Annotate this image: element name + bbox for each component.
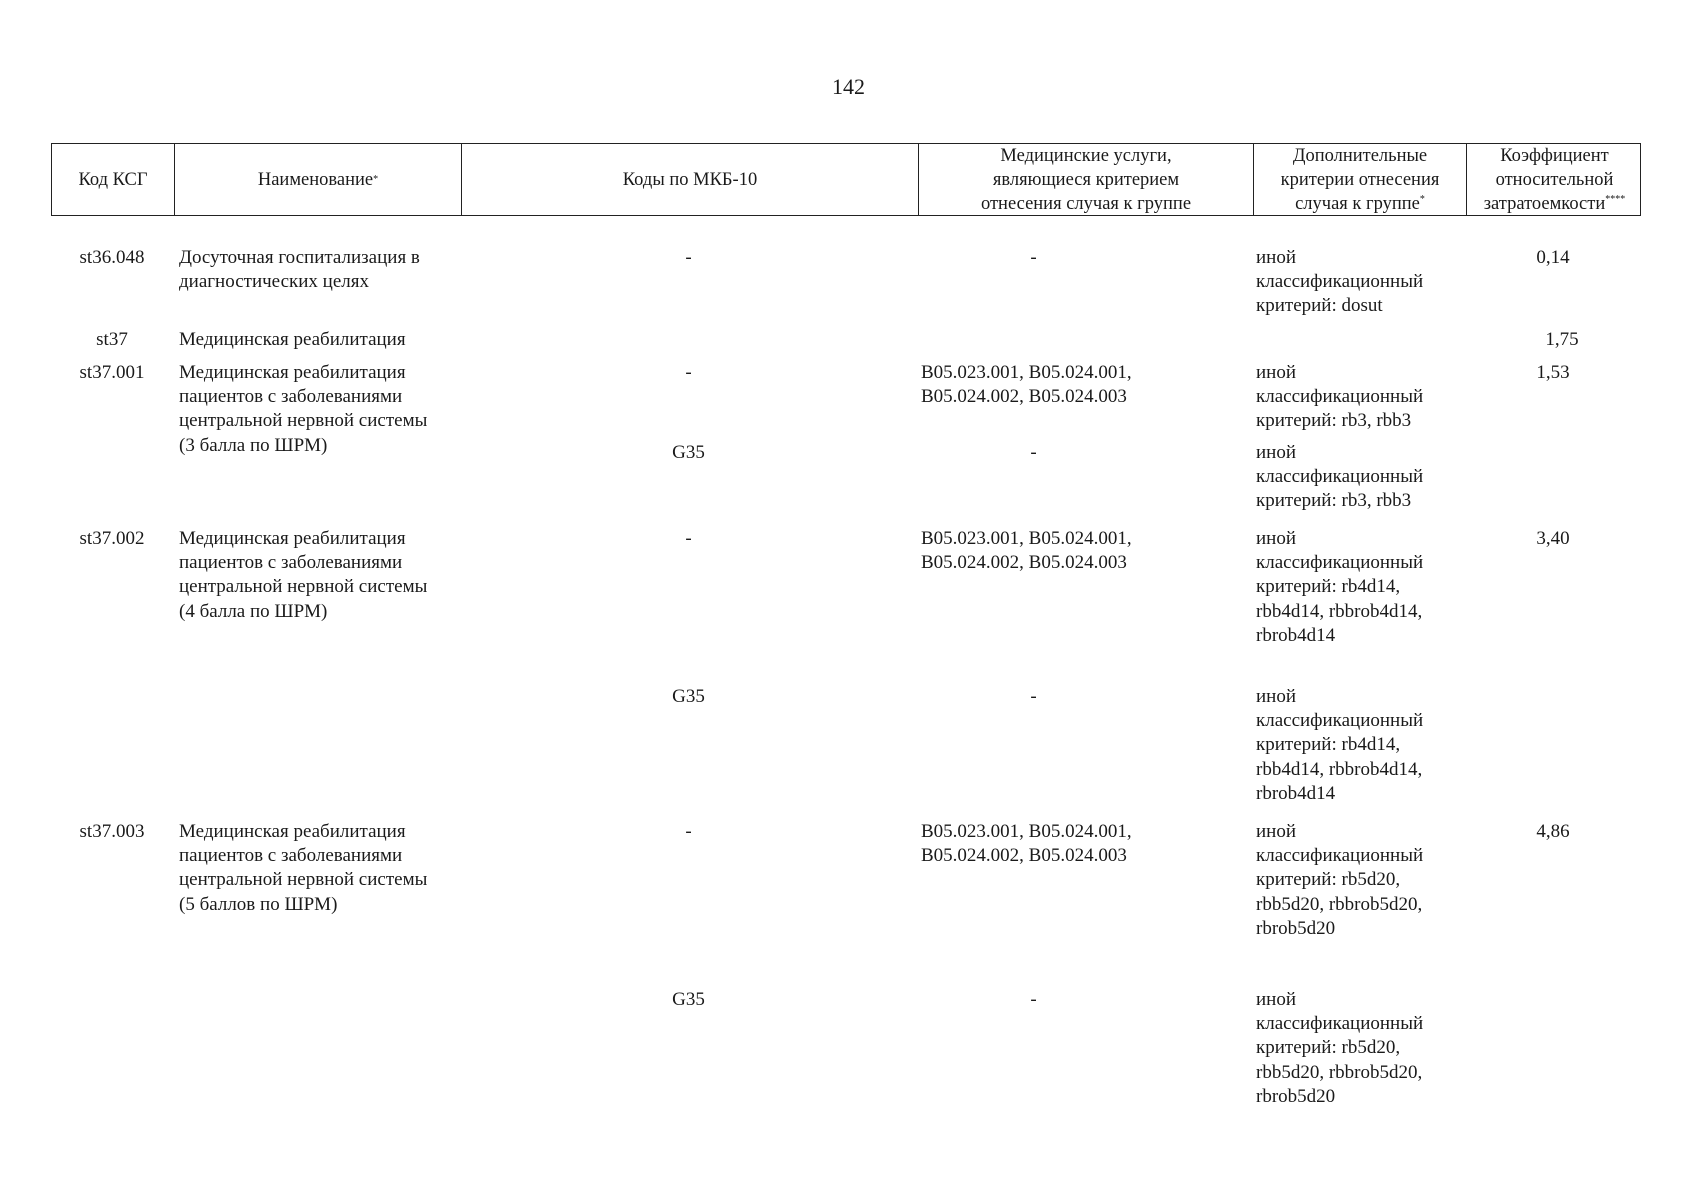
row-services: B05.023.001, B05.024.001, B05.024.002, B05.024.003 bbox=[921, 821, 1132, 867]
header-coefficient: Коэффициент относительной затратоемкости**** bbox=[1466, 144, 1642, 215]
subrow-services: - bbox=[1030, 442, 1037, 463]
row-name: Досуточная госпитализация в диагностических целях bbox=[179, 247, 420, 293]
row-extra-criteria: иной классификационный критерий: rb3, rbb3 bbox=[1256, 362, 1424, 432]
subrow-services: - bbox=[1030, 686, 1037, 707]
header-code: Код КСГ bbox=[78, 169, 148, 190]
row-coefficient: 3,40 bbox=[1536, 528, 1570, 549]
row-name: Медицинская реабилитация пациентов с заболеваниями центральной нервной системы (5 баллов по ШРМ) bbox=[179, 821, 428, 915]
row-coefficient: 1,75 bbox=[1545, 329, 1579, 350]
header-name: Наименование * bbox=[174, 144, 461, 215]
row-coefficient: 4,86 bbox=[1536, 821, 1570, 842]
row-code: st37.003 bbox=[79, 821, 145, 842]
subrow-extra-criteria: иной классификационный критерий: rb3, rbb3 bbox=[1256, 442, 1424, 512]
row-coefficient: 0,14 bbox=[1536, 247, 1570, 268]
subrow-extra-criteria: иной классификационный критерий: rb4d14, rbb4d14, rbbrob4d14, rbrob4d14 bbox=[1256, 686, 1424, 804]
row-mkb: - bbox=[685, 528, 692, 549]
header-mkb: Коды по МКБ-10 bbox=[461, 144, 918, 215]
row-coefficient: 1,53 bbox=[1536, 362, 1570, 383]
row-services: - bbox=[1030, 247, 1037, 268]
header-services: Медицинские услуги, являющиеся критерием отнесения случая к группе bbox=[918, 144, 1253, 215]
row-mkb: - bbox=[685, 821, 692, 842]
subrow-mkb: G35 bbox=[672, 686, 705, 707]
row-name: Медицинская реабилитация пациентов с заболеваниями центральной нервной системы (3 балла по ШРМ) bbox=[179, 362, 428, 456]
subrow-services: - bbox=[1030, 989, 1037, 1010]
row-code: st37 bbox=[96, 329, 128, 350]
row-name: Медицинская реабилитация пациентов с заболеваниями центральной нервной системы (4 балла по ШРМ) bbox=[179, 528, 428, 622]
row-mkb: - bbox=[685, 362, 692, 383]
subrow-extra-criteria: иной классификационный критерий: rb5d20, rbb5d20, rbbrob5d20, rbrob5d20 bbox=[1256, 989, 1424, 1107]
row-extra-criteria: иной классификационный критерий: rb5d20, rbb5d20, rbbrob5d20, rbrob5d20 bbox=[1256, 821, 1424, 939]
row-code: st37.001 bbox=[79, 362, 145, 383]
page-number: 142 bbox=[832, 74, 865, 99]
row-name: Медицинская реабилитация bbox=[179, 329, 406, 350]
row-extra-criteria: иной классификационный критерий: rb4d14, rbb4d14, rbbrob4d14, rbrob4d14 bbox=[1256, 528, 1424, 646]
row-extra-criteria: иной классификационный критерий: dosut bbox=[1256, 247, 1424, 317]
table-header bbox=[51, 143, 1641, 216]
subrow-mkb: G35 bbox=[672, 442, 705, 463]
row-services: B05.023.001, B05.024.001, B05.024.002, B05.024.003 bbox=[921, 362, 1132, 408]
row-mkb: - bbox=[685, 247, 692, 268]
subrow-mkb: G35 bbox=[672, 989, 705, 1010]
header-extra-criteria: Дополнительные критерии отнесения случая к группе* bbox=[1253, 144, 1466, 215]
row-code: st37.002 bbox=[79, 528, 145, 549]
row-code: st36.048 bbox=[79, 247, 145, 268]
row-services: B05.023.001, B05.024.001, B05.024.002, B05.024.003 bbox=[921, 528, 1132, 574]
